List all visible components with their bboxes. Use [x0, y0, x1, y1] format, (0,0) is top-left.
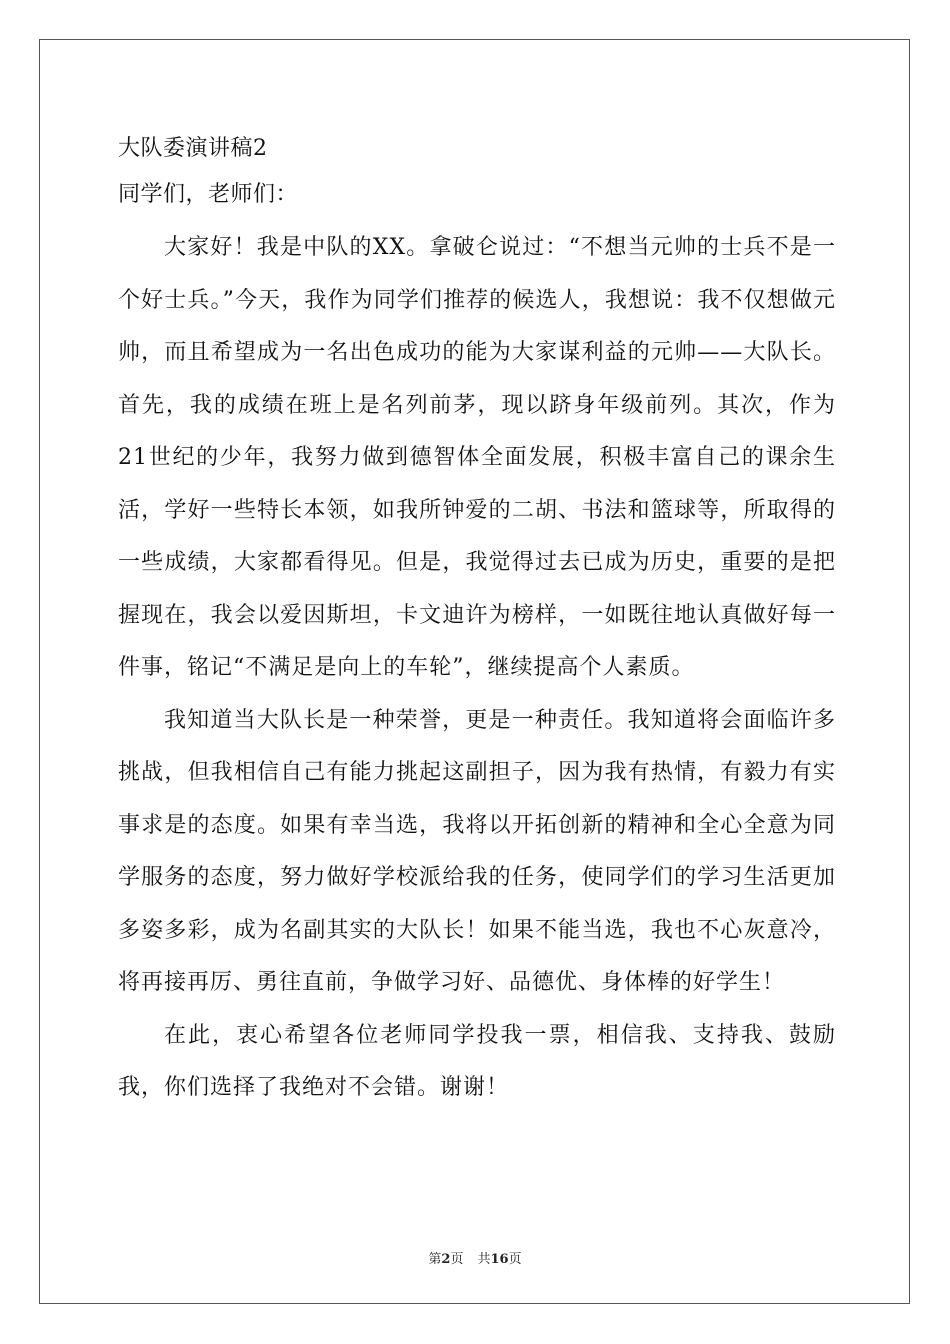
total-pages: 16 — [490, 1252, 509, 1267]
paragraph-1: 大家好！我是中队的XX。拿破仑说过：“不想当元帅的士兵不是一个好士兵。”今天，我作为同学们推荐的候选人，我想说：我不仅想做元帅，而且希望成为一名出色成功的能为大家谋利益的元帅——大队长。首先，我的成绩在班上是名列前茅，现以跻身年级前列。其次，作为21世纪的少年，我努力做到德智体全面发展，积极丰富自己的课余生活，学好一些特长本领，如我所钟爱的二胡、书法和篮球等，所取得的一些成绩，大家都看得见。但是，我觉得过去已成为历史，重要的是把握现在，我会以爱因斯坦，卡文迪许为榜样，一如既往地认真做好每一件事，铭记“不满足是向上的车轮”，继续提高个人素质。 — [118, 235, 836, 680]
paragraph-2: 我知道当大队长是一种荣誉，更是一种责任。我知道将会面临许多挑战，但我相信自己有能力挑起这副担子，因为我有热情，有毅力有实事求是的态度。如果有幸当选，我将以开拓创新的精神和全心全意为同学服务的态度，努力做好学校派给我的任务，使同学们的学习生活更加多姿多彩，成为名副其实的大队长！如果不能当选，我也不心灰意冷，将再接再厉、勇往直前，争做学习好、品德优、身体棒的好学生！ — [118, 707, 836, 995]
page-footer — [0, 1248, 950, 1267]
paragraph-3: 在此，衷心希望各位老师同学投我一票，相信我、支持我、鼓励我，你们选择了我绝对不会错。谢谢！ — [118, 1022, 836, 1100]
greeting-line: 同学们，老师们： — [118, 182, 299, 207]
total-prefix: 共 — [477, 1252, 491, 1267]
page-number: 2 — [441, 1252, 451, 1267]
document-title: 大队委演讲稿2 — [118, 136, 268, 161]
page-prefix: 第 — [428, 1252, 442, 1267]
document-body — [118, 126, 836, 1115]
total-suffix: 页 — [508, 1252, 522, 1267]
page-suffix: 页 — [450, 1252, 464, 1267]
